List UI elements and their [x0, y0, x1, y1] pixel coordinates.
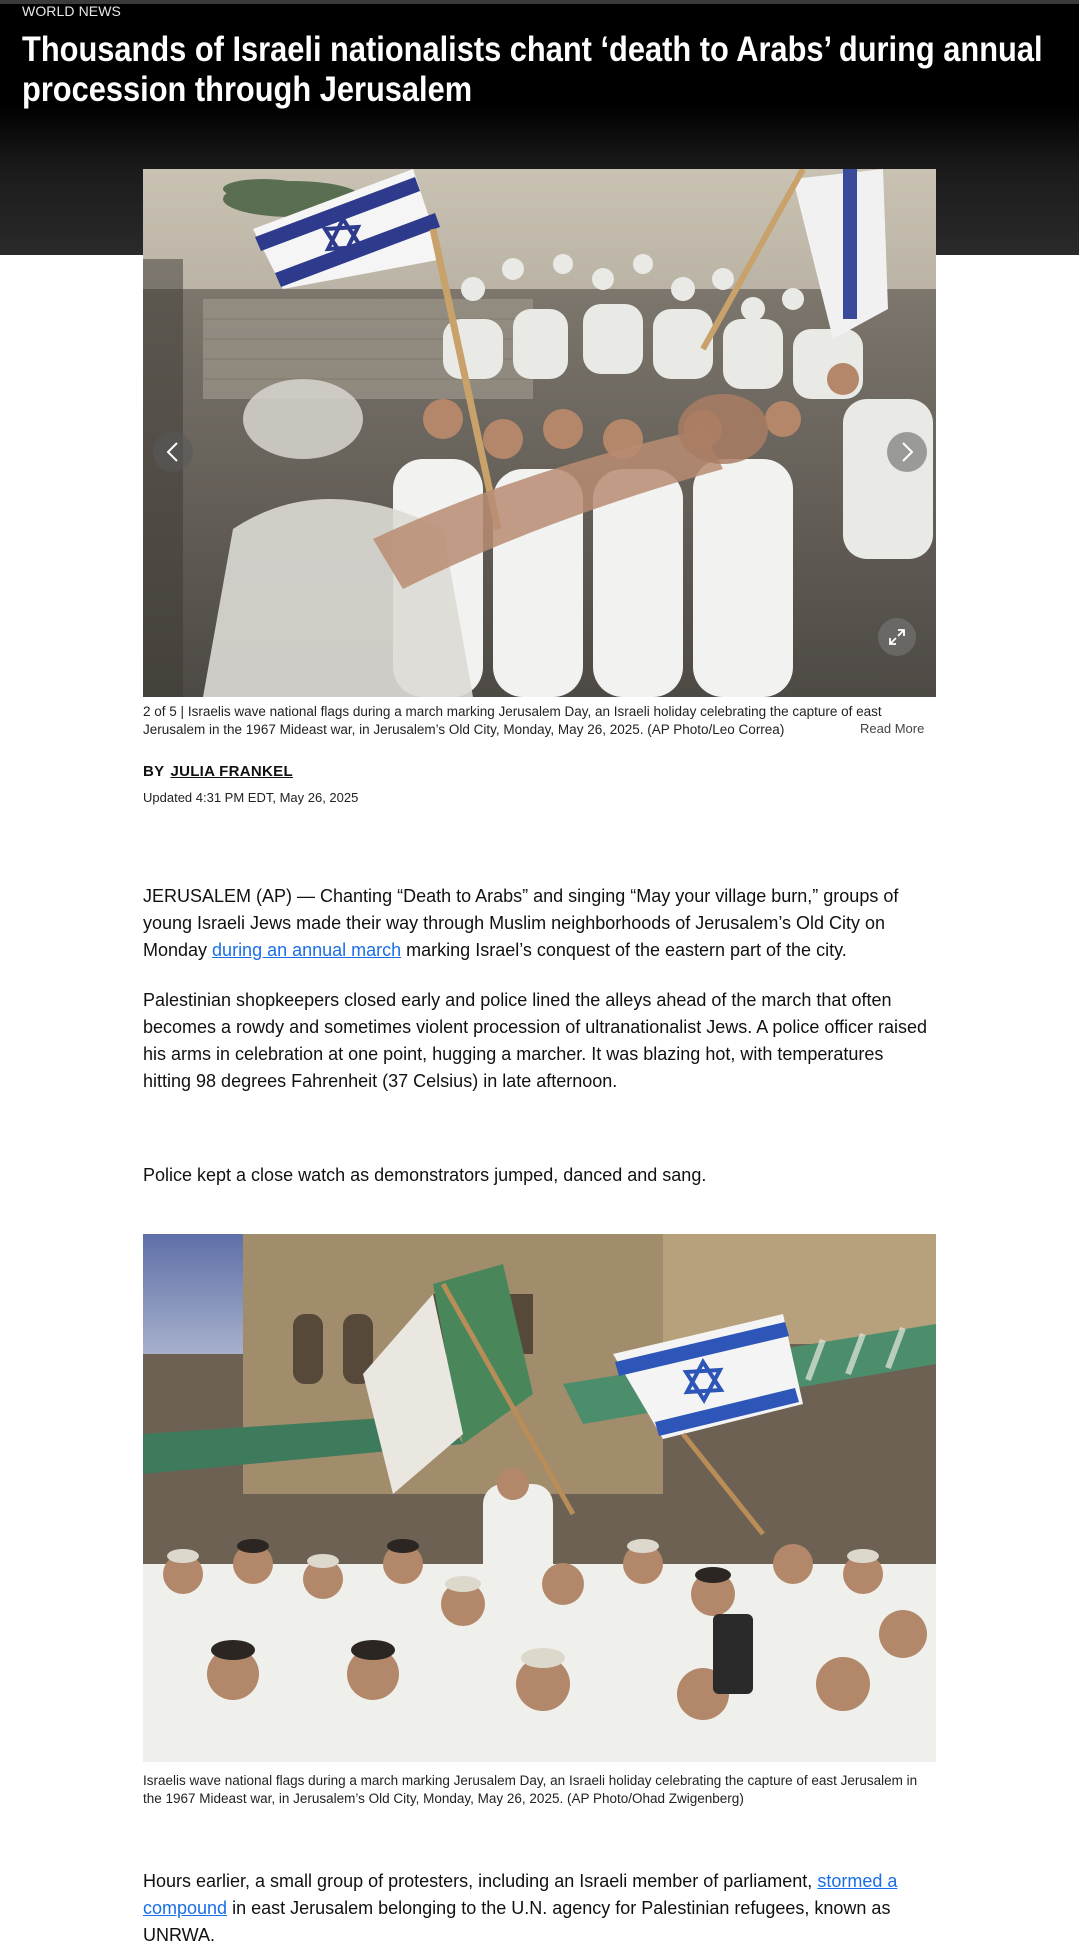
expand-icon: [888, 628, 906, 646]
section-label[interactable]: WORLD NEWS: [22, 3, 121, 19]
p1-text-before: JERUSALEM (AP) — Chanting “Death to Arabs” and singing “May your village burn,” groups of young Israeli Jews made their way through Muslim neighborhoods of Jerusalem’s Old City on Monday: [143, 886, 899, 960]
annual-march-link[interactable]: during an annual march: [212, 940, 402, 960]
top-divider: [0, 0, 1079, 4]
gallery-next-button[interactable]: [887, 432, 927, 472]
article-paragraph-2: Palestinian shopkeepers closed early and police lined the alleys ahead of the march that often becomes a rowdy and sometimes violent procession of ultranationalist Jews. A police officer raised his arms in celebration at one point, hugging a marcher. It was blazing hot, with temperatures hitting 98 degrees Fahrenheit (37 Celsius) in late afternoon.: [143, 990, 928, 1091]
updated-timestamp: Updated 4:31 PM EDT, May 26, 2025: [143, 790, 359, 805]
expand-image-button[interactable]: [878, 618, 916, 656]
gallery-counter: 2 of 5: [143, 704, 177, 719]
article-image[interactable]: [143, 1234, 936, 1762]
gallery-prev-button[interactable]: [153, 432, 193, 472]
gallery-photo-illustration: [143, 169, 936, 697]
article-headline: Thousands of Israeli nationalists chant ‘death to Arabs’ during annual procession through Jerusalem: [22, 30, 1043, 109]
article-paragraph-1: [143, 883, 936, 964]
gallery-caption-text: Israelis wave national flags during a march marking Jerusalem Day, an Israeli holiday celebrating the capture of east Jerusalem in the 1967 Mideast war, in Jerusalem’s Old City, Monday, May 26, 2025. (AP Photo/Leo Correa): [143, 704, 882, 737]
article-paragraph-3: Police kept a close watch as demonstrators jumped, danced and sang.: [143, 1165, 707, 1185]
gallery-image[interactable]: [143, 169, 936, 697]
article-paragraph-4: [143, 1868, 936, 1949]
p4-text-after: in east Jerusalem belonging to the U.N. agency for Palestinian refugees, known as UNRWA.: [143, 1898, 891, 1945]
gallery-caption: [143, 703, 936, 739]
gallery-counter-separator: |: [180, 704, 185, 719]
byline-prefix: BY: [143, 763, 165, 780]
article-image-caption: Israelis wave national flags during a march marking Jerusalem Day, an Israeli holiday celebrating the capture of east Jerusalem in the 1967 Mideast war, in Jerusalem’s Old City, Monday, May 26, 2025. (AP Photo/Ohad Zwigenberg): [143, 1773, 918, 1806]
chevron-left-icon: [165, 441, 181, 463]
byline: [143, 763, 293, 780]
p4-text-before: Hours earlier, a small group of protesters, including an Israeli member of parliament,: [143, 1871, 818, 1891]
read-more-link[interactable]: Read More: [860, 721, 925, 736]
p1-text-after: marking Israel’s conquest of the eastern part of the city.: [401, 940, 847, 960]
author-link[interactable]: JULIA FRANKEL: [170, 763, 293, 780]
chevron-right-icon: [899, 441, 915, 463]
stormed-compound-link[interactable]: stormed a compound: [143, 1871, 898, 1918]
article-photo-illustration: [143, 1234, 936, 1762]
